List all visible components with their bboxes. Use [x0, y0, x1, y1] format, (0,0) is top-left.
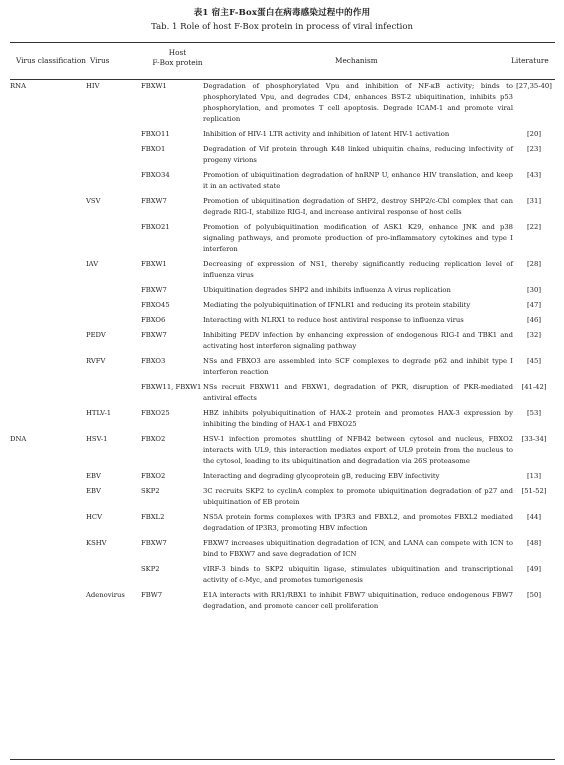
cell-mechanism: Inhibiting PEDV infection by enhancing expression of endogenous RIG-I and TBK1 and activating host interferon signaling pathway [203, 331, 513, 350]
cell-mechanism: 3C recruits SKP2 to cyclinA complex to promote ubiquitination degradation of p27 and ubiquitination of EB protein [203, 487, 513, 506]
cell-mechanism: Promotion of polyubiquitination modification of ASK1 K29, enhance JNK and p38 signaling pathways, and promote production of pro-inflammatory cytokines and type Ⅰ interferon [203, 223, 513, 253]
cell-classification [10, 300, 86, 311]
cell-fbox-protein: FBXW1 [141, 260, 167, 268]
cell-mechanism: Ubiquitination degrades SHP2 and inhibits influenza A virus replication [203, 286, 451, 294]
cell-virus [86, 382, 141, 404]
header-host-line2: F-Box protein [152, 58, 203, 67]
cell-classification [10, 330, 86, 352]
cell-classification [10, 259, 86, 281]
table-title-chinese: 表1 宿主F-Box蛋白在病毒感染过程中的作用 [193, 8, 371, 18]
cell-fbox-protein: FBXO1 [141, 145, 166, 153]
cell-virus: EBV [86, 487, 101, 495]
cell-virus [86, 285, 141, 296]
cell-mechanism: HSV-1 infection promotes shuttling of NFB42 between cytosol and nucleus, FBXO2 interacts with UL9, this interaction mediates export of UL9 protein from the nucleus to the cytosol, leading to its ubiquitination and degradation via 26S proteasome [203, 435, 513, 465]
cell-classification: RNA [10, 82, 26, 90]
cell-mechanism: Promotion of ubiquitination degradation of SHP2, destroy SHP2/c-Cbl complex that can degrade RIG-I, stabilize RIG-I, and increase antiviral response of host cells [203, 197, 513, 216]
cell-fbox-protein: FBXO6 [141, 316, 166, 324]
cell-virus: HIV [86, 82, 100, 90]
table-row [10, 356, 555, 378]
cell-fbox-protein: FBXO2 [141, 472, 166, 480]
cell-literature: [28] [527, 260, 541, 268]
table-row [10, 538, 555, 560]
cell-mechanism: Decreasing of expression of NS1, thereby significantly reducing replication level of influenza virus [203, 260, 513, 279]
cell-virus: HSV-1 [86, 435, 108, 443]
cell-literature: [33-34] [521, 435, 547, 443]
cell-classification [10, 512, 86, 534]
cell-classification [10, 590, 86, 612]
table-row [10, 129, 555, 140]
cell-fbox-protein: FBXL2 [141, 513, 165, 521]
cell-fbox-protein: FBXW1 [141, 82, 167, 90]
cell-virus [86, 564, 141, 586]
header-rule [10, 79, 555, 80]
table-row [10, 81, 555, 125]
cell-fbox-protein: SKP2 [141, 487, 160, 495]
cell-virus: EBV [86, 472, 101, 480]
table-row [10, 512, 555, 534]
table-row [10, 222, 555, 255]
cell-fbox-protein: FBXW7 [141, 197, 167, 205]
cell-virus [86, 129, 141, 140]
cell-mechanism: FBXW7 increases ubiquitination degradation of ICN, and LANA can compete with ICN to bind to FBXW7 and save degradation of ICN [203, 539, 513, 558]
cell-literature: [13] [527, 472, 541, 480]
cell-classification [10, 170, 86, 192]
cell-fbox-protein: FBXW7 [141, 539, 167, 547]
cell-virus [86, 144, 141, 166]
header-literature: Literature [511, 56, 549, 65]
cell-mechanism: Inhibition of HIV-1 LTR activity and inhibition of latent HIV-1 activation [203, 130, 450, 138]
cell-mechanism: NSs and FBXO3 are assembled into SCF complexes to degrade p62 and inhibit type Ⅰ interferon reaction [203, 357, 513, 376]
cell-mechanism: NS5A protein forms complexes with IP3R3 and FBXL2, and promotes FBXL2 mediated degradation of IP3R3, promoting HBV infection [203, 513, 513, 532]
fbox-table [10, 81, 555, 616]
cell-literature: [23] [527, 145, 541, 153]
cell-classification [10, 538, 86, 560]
table-row [10, 300, 555, 311]
cell-fbox-protein: FBXO25 [141, 409, 170, 417]
cell-literature: [27,35-40] [516, 82, 552, 90]
header-host-line1: Host [168, 48, 187, 57]
cell-mechanism: Mediating the polyubiquitination of IFNLR1 and reducing its protein stability [203, 301, 471, 309]
cell-mechanism: NSs recruit FBXW11 and FBXW1, degradation of PKR, disruption of PKR-mediated antiviral effects [203, 383, 513, 402]
header-virus: Virus [90, 56, 110, 65]
cell-classification [10, 129, 86, 140]
bottom-rule [10, 759, 555, 760]
cell-fbox-protein: FBXW11, FBXW1 [141, 383, 202, 391]
table-row [10, 144, 555, 166]
cell-fbox-protein: FBXO45 [141, 301, 170, 309]
cell-classification [10, 564, 86, 586]
cell-fbox-protein: SKP2 [141, 565, 160, 573]
cell-literature: [47] [527, 301, 541, 309]
cell-classification [10, 471, 86, 482]
cell-virus: IAV [86, 260, 99, 268]
table-row [10, 471, 555, 482]
cell-classification [10, 382, 86, 404]
cell-fbox-protein: FBXW7 [141, 331, 167, 339]
table-row [10, 564, 555, 586]
table-row [10, 330, 555, 352]
cell-fbox-protein: FBXO3 [141, 357, 166, 365]
cell-mechanism: HBZ inhibits polyubiquitination of HAX-2 protein and promotes HAX-3 expression by inhibiting the binding of HAX-1 and FBXO25 [203, 409, 513, 428]
cell-virus [86, 300, 141, 311]
table-row [10, 590, 555, 612]
cell-classification [10, 222, 86, 255]
cell-classification: DNA [10, 435, 27, 443]
header-host-fbox [140, 48, 215, 68]
cell-mechanism: E1A interacts with RR1/RBX1 to inhibit FBW7 ubiquitination, reduce endogenous FBW7 degradation, and promote cancer cell proliferation [203, 591, 513, 610]
table-row [10, 486, 555, 508]
table-row [10, 408, 555, 430]
cell-literature: [53] [527, 409, 541, 417]
top-rule [10, 42, 555, 43]
cell-classification [10, 144, 86, 166]
cell-virus: Adenovirus [86, 591, 125, 599]
table-row [10, 196, 555, 218]
cell-literature: [51-52] [521, 487, 547, 495]
cell-virus: HCV [86, 513, 103, 521]
cell-virus: KSHV [86, 539, 107, 547]
table-title-english: Tab. 1 Role of host F-Box protein in process of viral infection [151, 22, 413, 32]
table-row [10, 285, 555, 296]
cell-literature: [30] [527, 286, 541, 294]
cell-literature: [20] [527, 130, 541, 138]
row-spacer-cell [10, 612, 555, 616]
cell-fbox-protein: FBXO21 [141, 223, 170, 231]
cell-virus [86, 170, 141, 192]
cell-mechanism: Promotion of ubiquitination degradation of hnRNP U, enhance HIV translation, and keep it in an activated state [203, 171, 513, 190]
cell-mechanism: Degradation of Vif protein through K48 linked ubiquitin chains, reducing infectivity of progeny virions [203, 145, 513, 164]
header-virus-classification: Virus classification [16, 56, 86, 65]
cell-mechanism: vIRF-3 binds to SKP2 ubiquitin ligase, stimulates ubiquitination and transcriptional activity of c-Myc, and promotes tumorigenesis [203, 565, 513, 584]
cell-fbox-protein: FBW7 [141, 591, 163, 599]
cell-literature: [31] [527, 197, 541, 205]
cell-classification [10, 356, 86, 378]
cell-virus: VSV [86, 197, 101, 205]
cell-literature: [46] [527, 316, 541, 324]
table-row [10, 259, 555, 281]
cell-literature: [49] [527, 565, 541, 573]
table-row [10, 382, 555, 404]
cell-classification [10, 315, 86, 326]
cell-mechanism: Degradation of phosphorylated Vpu and inhibition of NF-κB activity; binds to phosphorylated Vpu, and degrades CD4, enhances BST-2 ubiquitination, inhibits p53 phosphorylation, and promotes T cell apoptosis. Degrade ICAM-1 and promote viral replication [203, 82, 513, 123]
table-row [10, 170, 555, 192]
cell-virus: HTLV-1 [86, 409, 112, 417]
cell-virus [86, 222, 141, 255]
cell-virus [86, 315, 141, 326]
cell-mechanism: Interacting with NLRX1 to reduce host antiviral response to influenza virus [203, 316, 464, 324]
cell-fbox-protein: FBXO11 [141, 130, 170, 138]
row-spacer [10, 612, 555, 616]
cell-fbox-protein: FBXW7 [141, 286, 167, 294]
table-row [10, 434, 555, 467]
table-row [10, 315, 555, 326]
cell-fbox-protein: FBXO34 [141, 171, 170, 179]
cell-classification [10, 486, 86, 508]
cell-literature: [32] [527, 331, 541, 339]
cell-literature: [22] [527, 223, 541, 231]
cell-literature: [45] [527, 357, 541, 365]
cell-literature: [48] [527, 539, 541, 547]
cell-classification [10, 408, 86, 430]
header-mechanism: Mechanism [335, 56, 378, 65]
cell-classification [10, 285, 86, 296]
cell-literature: [44] [527, 513, 541, 521]
cell-virus: RVFV [86, 357, 106, 365]
cell-mechanism: Interacting and degrading glycoprotein gB, reducing EBV infectivity [203, 472, 440, 480]
cell-classification [10, 196, 86, 218]
cell-literature: [50] [527, 591, 541, 599]
cell-fbox-protein: FBXO2 [141, 435, 166, 443]
cell-virus: PEDV [86, 331, 106, 339]
cell-literature: [43] [527, 171, 541, 179]
cell-literature: [41-42] [521, 383, 547, 391]
